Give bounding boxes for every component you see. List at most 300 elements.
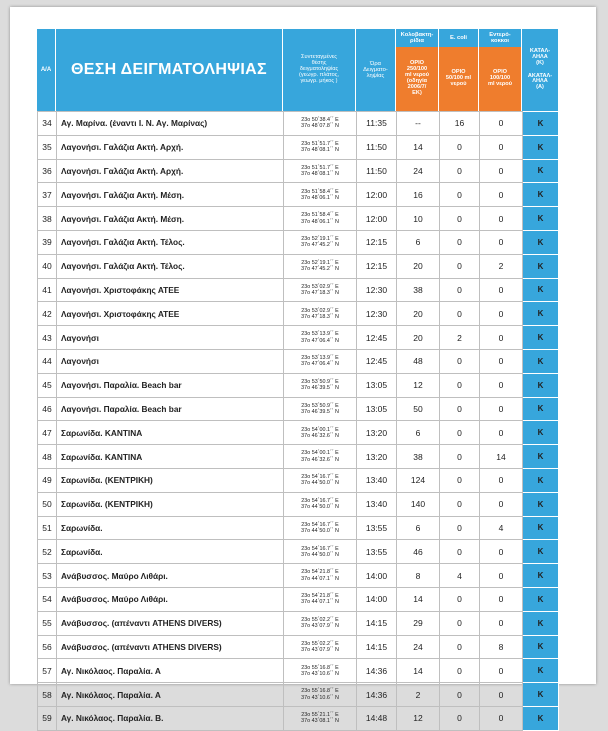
coordinate-line: 23o 52΄19.1΄΄ E [301, 236, 339, 243]
header-line: ml νερού [405, 72, 429, 79]
coliforms-cell: 46 [397, 540, 440, 564]
header-line: 50/100 ml [445, 75, 472, 82]
header-sampling-time [356, 29, 396, 111]
coordinate-line: 23o 54΄16.7΄΄ E [301, 545, 339, 552]
coliforms-cell: 16 [397, 183, 440, 207]
ecoli-cell: 0 [440, 468, 480, 492]
coliforms-cell: 140 [397, 492, 440, 516]
row-number: 57 [38, 659, 57, 683]
table-row [38, 540, 559, 564]
location-cell: Λαγονήσι. Χριστοφάκης ΑΤΕΕ [57, 302, 284, 326]
coordinates-cell [284, 254, 357, 278]
suitability-badge: K [523, 611, 559, 635]
ecoli-cell: 0 [440, 207, 480, 231]
enterococci-cell: 2 [480, 254, 523, 278]
location-cell: Σαρωνίδα. [57, 516, 284, 540]
time-cell: 12:15 [357, 254, 397, 278]
row-number: 41 [38, 278, 57, 302]
coordinates-cell [284, 302, 357, 326]
coordinate-line: 23o 54΄21.8΄΄ E [301, 593, 339, 600]
coordinates-cell [284, 635, 357, 659]
coordinate-line: 23o 54΄21.8΄΄ E [301, 569, 339, 576]
enterococci-cell: 0 [480, 492, 523, 516]
table-row [38, 397, 559, 421]
row-number: 38 [38, 207, 57, 231]
ecoli-cell: 0 [440, 635, 480, 659]
location-cell: Λαγονήσι [57, 349, 284, 373]
row-number: 51 [38, 516, 57, 540]
time-cell: 14:36 [357, 659, 397, 683]
enterococci-cell: 0 [480, 397, 523, 421]
coordinate-line: 37o 47΄18.3΄΄ N [301, 313, 339, 320]
table-row [38, 207, 559, 231]
coordinates-cell [284, 159, 357, 183]
location-cell: Αγ. Νικόλαος. Παραλία. Α [57, 659, 284, 683]
coordinates-cell [284, 349, 357, 373]
row-number: 54 [38, 587, 57, 611]
ecoli-cell: 0 [440, 397, 480, 421]
header-line: Συντεταγμένες [301, 54, 337, 61]
row-number: 36 [38, 159, 57, 183]
ecoli-cell: 0 [440, 659, 480, 683]
coordinates-cell [284, 706, 357, 730]
coordinates-cell [284, 516, 357, 540]
coordinates-cell [284, 445, 357, 469]
time-cell: 13:55 [357, 516, 397, 540]
suitability-badge: K [523, 468, 559, 492]
suitability-badge: K [523, 207, 559, 231]
enterococci-cell: 8 [480, 635, 523, 659]
enterococci-cell: 0 [480, 706, 523, 730]
row-number: 43 [38, 326, 57, 350]
coordinates-cell [284, 278, 357, 302]
table-row [38, 112, 559, 136]
time-cell: 14:36 [357, 683, 397, 707]
time-cell: 14:15 [357, 635, 397, 659]
coliforms-cell: 6 [397, 421, 440, 445]
header-line: Κολοβακτη- [400, 31, 434, 38]
ecoli-cell: 0 [440, 183, 480, 207]
location-cell: Ανάβυσσος. (απέναντι ATHENS DIVERS) [57, 611, 284, 635]
row-number: 44 [38, 349, 57, 373]
coordinate-line: 37o 48΄08.1΄΄ N [301, 170, 339, 177]
row-number: 37 [38, 183, 57, 207]
row-number: 35 [38, 135, 57, 159]
row-number: 34 [38, 112, 57, 136]
coliforms-cell: 24 [397, 159, 440, 183]
coordinates-cell [284, 611, 357, 635]
coordinates-cell [284, 468, 357, 492]
coordinate-line: 23o 55΄16.8΄΄ E [301, 664, 339, 671]
table-row [38, 230, 559, 254]
location-cell: Ανάβυσσος. Μαύρο Λιθάρι. [57, 564, 284, 588]
enterococci-cell: 14 [480, 445, 523, 469]
table-row [38, 183, 559, 207]
suitability-badge: K [523, 683, 559, 707]
time-cell: 11:50 [357, 135, 397, 159]
enterococci-cell: 0 [480, 135, 523, 159]
header-line: ΟΡΙΟ [493, 69, 507, 76]
coordinate-line: 37o 47΄45.2΄΄ N [301, 266, 339, 273]
ecoli-cell: 0 [440, 373, 480, 397]
coordinate-line: 23o 53΄02.9΄΄ E [301, 283, 339, 290]
coordinates-cell [284, 659, 357, 683]
header-line: ΚΑΤΑΛ- [529, 47, 551, 54]
header-line: Δειγματο- [363, 66, 388, 73]
table-row [38, 302, 559, 326]
coordinate-line: 37o 44΄07.1΄΄ N [301, 575, 339, 582]
coordinate-line: 23o 54΄00.1΄΄ E [301, 426, 339, 433]
ecoli-cell: 0 [440, 159, 480, 183]
table-row [38, 159, 559, 183]
header-line: δειγματοληψίας [299, 66, 339, 73]
suitability-badge: K [523, 540, 559, 564]
coordinate-line: 23o 50΄38.4΄΄ E [301, 117, 339, 124]
header-line: 100/100 [489, 75, 511, 82]
ecoli-cell: 0 [440, 302, 480, 326]
enterococci-cell: 0 [480, 564, 523, 588]
enterococci-cell: 0 [480, 230, 523, 254]
location-cell: Λαγονήσι. Γαλάζια Ακτή. Τέλος. [57, 254, 284, 278]
header-enterococci [479, 29, 522, 47]
row-number: 45 [38, 373, 57, 397]
coordinate-line: 23o 53΄02.9΄΄ E [301, 307, 339, 314]
ecoli-cell: 0 [440, 706, 480, 730]
coordinate-line: 23o 55΄16.8΄΄ E [301, 688, 339, 695]
location-cell: Σαρωνίδα. (ΚΕΝΤΡΙΚΗ) [57, 468, 284, 492]
time-cell: 11:35 [357, 112, 397, 136]
coordinate-line: 37o 43΄07.9΄΄ N [301, 623, 339, 630]
coordinate-line: 23o 51΄58.4΄΄ E [301, 212, 339, 219]
header-line: Ώρα [369, 60, 381, 67]
header-sampling-position: ΘΕΣΗ ΔΕΙΓΜΑΤΟΛΗΨΙΑΣ [56, 29, 283, 111]
coordinates-cell [284, 135, 357, 159]
location-cell: Λαγονήσι. Γαλάζια Ακτή. Τέλος. [57, 230, 284, 254]
coliforms-cell: 38 [397, 445, 440, 469]
table-row [38, 611, 559, 635]
coordinate-line: 37o 48΄06.1΄΄ N [301, 218, 339, 225]
row-number: 50 [38, 492, 57, 516]
suitability-badge: K [523, 278, 559, 302]
header-ecoli: E. coli [439, 29, 479, 47]
table-row [38, 706, 559, 730]
header-line: γεωγρ. μήκος ) [300, 77, 338, 84]
sampling-results-table [37, 111, 559, 731]
coliforms-cell: 6 [397, 230, 440, 254]
location-cell: Ανάβυσσος. (απέναντι ATHENS DIVERS) [57, 635, 284, 659]
coordinates-cell [284, 207, 357, 231]
suitability-badge: K [523, 445, 559, 469]
coordinate-line: 37o 44΄50.0΄΄ N [301, 527, 339, 534]
coordinates-cell [284, 421, 357, 445]
header-line: 250/100 [406, 66, 428, 73]
time-cell: 13:40 [357, 468, 397, 492]
location-cell: Σαρωνίδα. ΚΑΝΤΙΝΑ [57, 445, 284, 469]
row-number: 53 [38, 564, 57, 588]
header-line: θέσης [311, 60, 327, 67]
enterococci-cell: 0 [480, 326, 523, 350]
coordinate-line: 37o 48΄06.1΄΄ N [301, 194, 339, 201]
suitability-badge: K [523, 135, 559, 159]
enterococci-cell: 0 [480, 112, 523, 136]
coliforms-cell: 12 [397, 373, 440, 397]
header-coordinates [283, 29, 356, 111]
table-row [38, 659, 559, 683]
coordinate-line: 23o 54΄16.7΄΄ E [301, 474, 339, 481]
header-line: Εντερό- [489, 31, 511, 38]
coordinates-cell [284, 492, 357, 516]
time-cell: 12:45 [357, 349, 397, 373]
coliforms-cell: 8 [397, 564, 440, 588]
coordinates-cell [284, 683, 357, 707]
time-cell: 14:48 [357, 706, 397, 730]
coordinate-line: 37o 46΄32.6΄΄ N [301, 432, 339, 439]
enterococci-cell: 0 [480, 183, 523, 207]
coordinate-line: 23o 54΄00.1΄΄ E [301, 450, 339, 457]
enterococci-cell: 0 [480, 373, 523, 397]
coliforms-cell: 14 [397, 659, 440, 683]
suitability-badge: K [523, 492, 559, 516]
coordinate-line: 23o 53΄13.9΄΄ E [301, 331, 339, 338]
coordinate-line: 23o 52΄19.1΄΄ E [301, 259, 339, 266]
suitability-badge: K [523, 373, 559, 397]
coordinate-line: 37o 43΄10.6΄΄ N [301, 694, 339, 701]
time-cell: 13:55 [357, 540, 397, 564]
ecoli-cell: 0 [440, 445, 480, 469]
location-cell: Λαγονήσι. Παραλία. Beach bar [57, 373, 284, 397]
ecoli-cell: 0 [440, 254, 480, 278]
time-cell: 12:30 [357, 278, 397, 302]
coordinate-line: 37o 44΄50.0΄΄ N [301, 480, 339, 487]
table-row [38, 445, 559, 469]
coliforms-cell: 12 [397, 706, 440, 730]
enterococci-cell: 0 [480, 278, 523, 302]
header-limit-coliforms [396, 47, 439, 111]
table-row [38, 468, 559, 492]
enterococci-cell: 0 [480, 349, 523, 373]
header-aa: Α/Α [37, 29, 56, 111]
header-limit-ecoli [439, 47, 479, 111]
header-line: ρίδια [410, 38, 424, 44]
ecoli-cell: 16 [440, 112, 480, 136]
header-line: ΟΡΙΟ [410, 60, 424, 67]
enterococci-cell: 0 [480, 302, 523, 326]
coordinate-line: 37o 46΄39.5΄΄ N [301, 408, 339, 415]
suitability-badge: K [523, 349, 559, 373]
header-line: κοκκοι [490, 38, 509, 44]
suitability-badge: K [523, 183, 559, 207]
suitability-badge: K [523, 326, 559, 350]
header-line: (Κ) [536, 59, 544, 66]
suitability-badge: K [523, 516, 559, 540]
header-line: (οδηγία [406, 78, 428, 84]
table-row [38, 254, 559, 278]
enterococci-cell: 0 [480, 659, 523, 683]
time-cell: 12:30 [357, 302, 397, 326]
coordinates-cell [284, 587, 357, 611]
time-cell: 13:05 [357, 373, 397, 397]
coordinate-line: 37o 46΄32.6΄΄ N [301, 456, 339, 463]
ecoli-cell: 0 [440, 683, 480, 707]
coordinate-line: 23o 55΄02.2΄΄ E [301, 616, 339, 623]
row-number: 55 [38, 611, 57, 635]
coliforms-cell: 20 [397, 326, 440, 350]
coordinate-line: 37o 47΄06.4΄΄ N [301, 337, 339, 344]
location-cell: Λαγονήσι. Χριστοφάκης ΑΤΕΕ [57, 278, 284, 302]
coordinates-cell [284, 397, 357, 421]
location-cell: Αγ. Μαρίνα. (έναντι Ι. Ν. Αγ. Μαρίνας) [57, 112, 284, 136]
row-number: 42 [38, 302, 57, 326]
header-limit-enterococci [479, 47, 522, 111]
coordinates-cell [284, 540, 357, 564]
location-cell: Σαρωνίδα. [57, 540, 284, 564]
enterococci-cell: 0 [480, 683, 523, 707]
suitability-badge: K [523, 302, 559, 326]
coliforms-cell: 2 [397, 683, 440, 707]
enterococci-cell: 0 [480, 421, 523, 445]
header-line: (Α) [536, 84, 544, 91]
coordinate-line: 23o 54΄16.7΄΄ E [301, 521, 339, 528]
ecoli-cell: 0 [440, 349, 480, 373]
table-row [38, 278, 559, 302]
time-cell: 13:20 [357, 421, 397, 445]
coliforms-cell: 6 [397, 516, 440, 540]
header-line: ληψίας [366, 73, 385, 80]
table-row [38, 564, 559, 588]
coordinate-line: 37o 43΄08.1΄΄ N [301, 718, 339, 725]
ecoli-cell: 4 [440, 564, 480, 588]
coliforms-cell: 38 [397, 278, 440, 302]
header-line: 2006/7/ [407, 83, 427, 90]
enterococci-cell: 0 [480, 540, 523, 564]
ecoli-cell: 0 [440, 587, 480, 611]
coliforms-cell: 50 [397, 397, 440, 421]
table-row [38, 587, 559, 611]
suitability-badge: K [523, 659, 559, 683]
table-row [38, 516, 559, 540]
ecoli-cell: 0 [440, 516, 480, 540]
coordinate-line: 37o 48΄08.1΄΄ N [301, 147, 339, 154]
coordinate-line: 37o 43΄07.9΄΄ N [301, 646, 339, 653]
coordinate-line: 23o 55΄21.1΄΄ E [301, 712, 339, 719]
enterococci-cell: 0 [480, 587, 523, 611]
header-suitability [522, 29, 558, 111]
time-cell: 12:15 [357, 230, 397, 254]
row-number: 52 [38, 540, 57, 564]
coliforms-cell: 48 [397, 349, 440, 373]
header-line: ΟΡΙΟ [451, 69, 466, 76]
coordinates-cell [284, 183, 357, 207]
ecoli-cell: 2 [440, 326, 480, 350]
coordinates-cell [284, 230, 357, 254]
header-line: ΛΗΛΑ [532, 53, 548, 60]
suitability-badge: K [523, 706, 559, 730]
header-line: ΕΚ) [412, 89, 422, 96]
location-cell: Ανάβυσσος. Μαύρο Λιθάρι. [57, 587, 284, 611]
coordinate-line: 37o 46΄39.5΄΄ N [301, 385, 339, 392]
coliforms-cell: 10 [397, 207, 440, 231]
row-number: 58 [38, 683, 57, 707]
table-row [38, 421, 559, 445]
time-cell: 14:00 [357, 587, 397, 611]
location-cell: Λαγονήσι [57, 326, 284, 350]
enterococci-cell: 4 [480, 516, 523, 540]
time-cell: 13:40 [357, 492, 397, 516]
row-number: 56 [38, 635, 57, 659]
coordinate-line: 23o 51΄51.7΄΄ E [301, 164, 339, 171]
table-row [38, 349, 559, 373]
time-cell: 12:45 [357, 326, 397, 350]
table-row [38, 635, 559, 659]
table-row [38, 373, 559, 397]
coliforms-cell: 20 [397, 254, 440, 278]
suitability-badge: K [523, 254, 559, 278]
coordinate-line: 23o 53΄50.9΄΄ E [301, 402, 339, 409]
ecoli-cell: 0 [440, 492, 480, 516]
coordinate-line: 23o 55΄02.2΄΄ E [301, 640, 339, 647]
coliforms-cell: 24 [397, 635, 440, 659]
ecoli-cell: 0 [440, 611, 480, 635]
coordinate-line: 23o 53΄13.9΄΄ E [301, 355, 339, 362]
header-line: ΑΚΑΤΑΛ- [527, 72, 553, 79]
enterococci-cell: 0 [480, 611, 523, 635]
row-number: 40 [38, 254, 57, 278]
table-row [38, 492, 559, 516]
coordinate-line: 37o 47΄18.3΄΄ N [301, 289, 339, 296]
header-coliforms [396, 29, 439, 47]
coordinate-line: 23o 51΄51.7΄΄ E [301, 140, 339, 147]
coordinates-cell [284, 564, 357, 588]
enterococci-cell: 0 [480, 468, 523, 492]
location-cell: Λαγονήσι. Γαλάζια Ακτή. Αρχή. [57, 135, 284, 159]
coordinate-line: 37o 47΄45.2΄΄ N [301, 242, 339, 249]
coordinate-line: 23o 53΄50.9΄΄ E [301, 378, 339, 385]
time-cell: 13:05 [357, 397, 397, 421]
time-cell: 11:50 [357, 159, 397, 183]
row-number: 59 [38, 706, 57, 730]
suitability-badge: K [523, 421, 559, 445]
time-cell: 14:15 [357, 611, 397, 635]
suitability-badge: K [523, 587, 559, 611]
coordinate-line: 37o 44΄50.0΄΄ N [301, 551, 339, 558]
table-row [38, 135, 559, 159]
coordinate-line: 37o 47΄06.4΄΄ N [301, 361, 339, 368]
time-cell: 13:20 [357, 445, 397, 469]
ecoli-cell: 0 [440, 421, 480, 445]
coordinate-line: 37o 44΄07.1΄΄ N [301, 599, 339, 606]
location-cell: Αγ. Νικόλαος. Παραλία. Α [57, 683, 284, 707]
time-cell: 12:00 [357, 183, 397, 207]
suitability-badge: K [523, 230, 559, 254]
coordinate-line: 37o 48΄07.8΄΄ N [301, 123, 339, 130]
coliforms-cell: 14 [397, 587, 440, 611]
time-cell: 14:00 [357, 564, 397, 588]
table-row [38, 683, 559, 707]
location-cell: Λαγονήσι. Παραλία. Beach bar [57, 397, 284, 421]
suitability-badge: K [523, 397, 559, 421]
location-cell: Σαρωνίδα. ΚΑΝΤΙΝΑ [57, 421, 284, 445]
suitability-badge: K [523, 635, 559, 659]
ecoli-cell: 0 [440, 278, 480, 302]
row-number: 47 [38, 421, 57, 445]
table-row [38, 326, 559, 350]
header-line: νερού [450, 80, 467, 87]
coordinate-line: 23o 54΄16.7΄΄ E [301, 497, 339, 504]
coliforms-cell: 14 [397, 135, 440, 159]
location-cell: Λαγονήσι. Γαλάζια Ακτή. Μέση. [57, 207, 284, 231]
location-cell: Σαρωνίδα. (ΚΕΝΤΡΙΚΗ) [57, 492, 284, 516]
ecoli-cell: 0 [440, 230, 480, 254]
